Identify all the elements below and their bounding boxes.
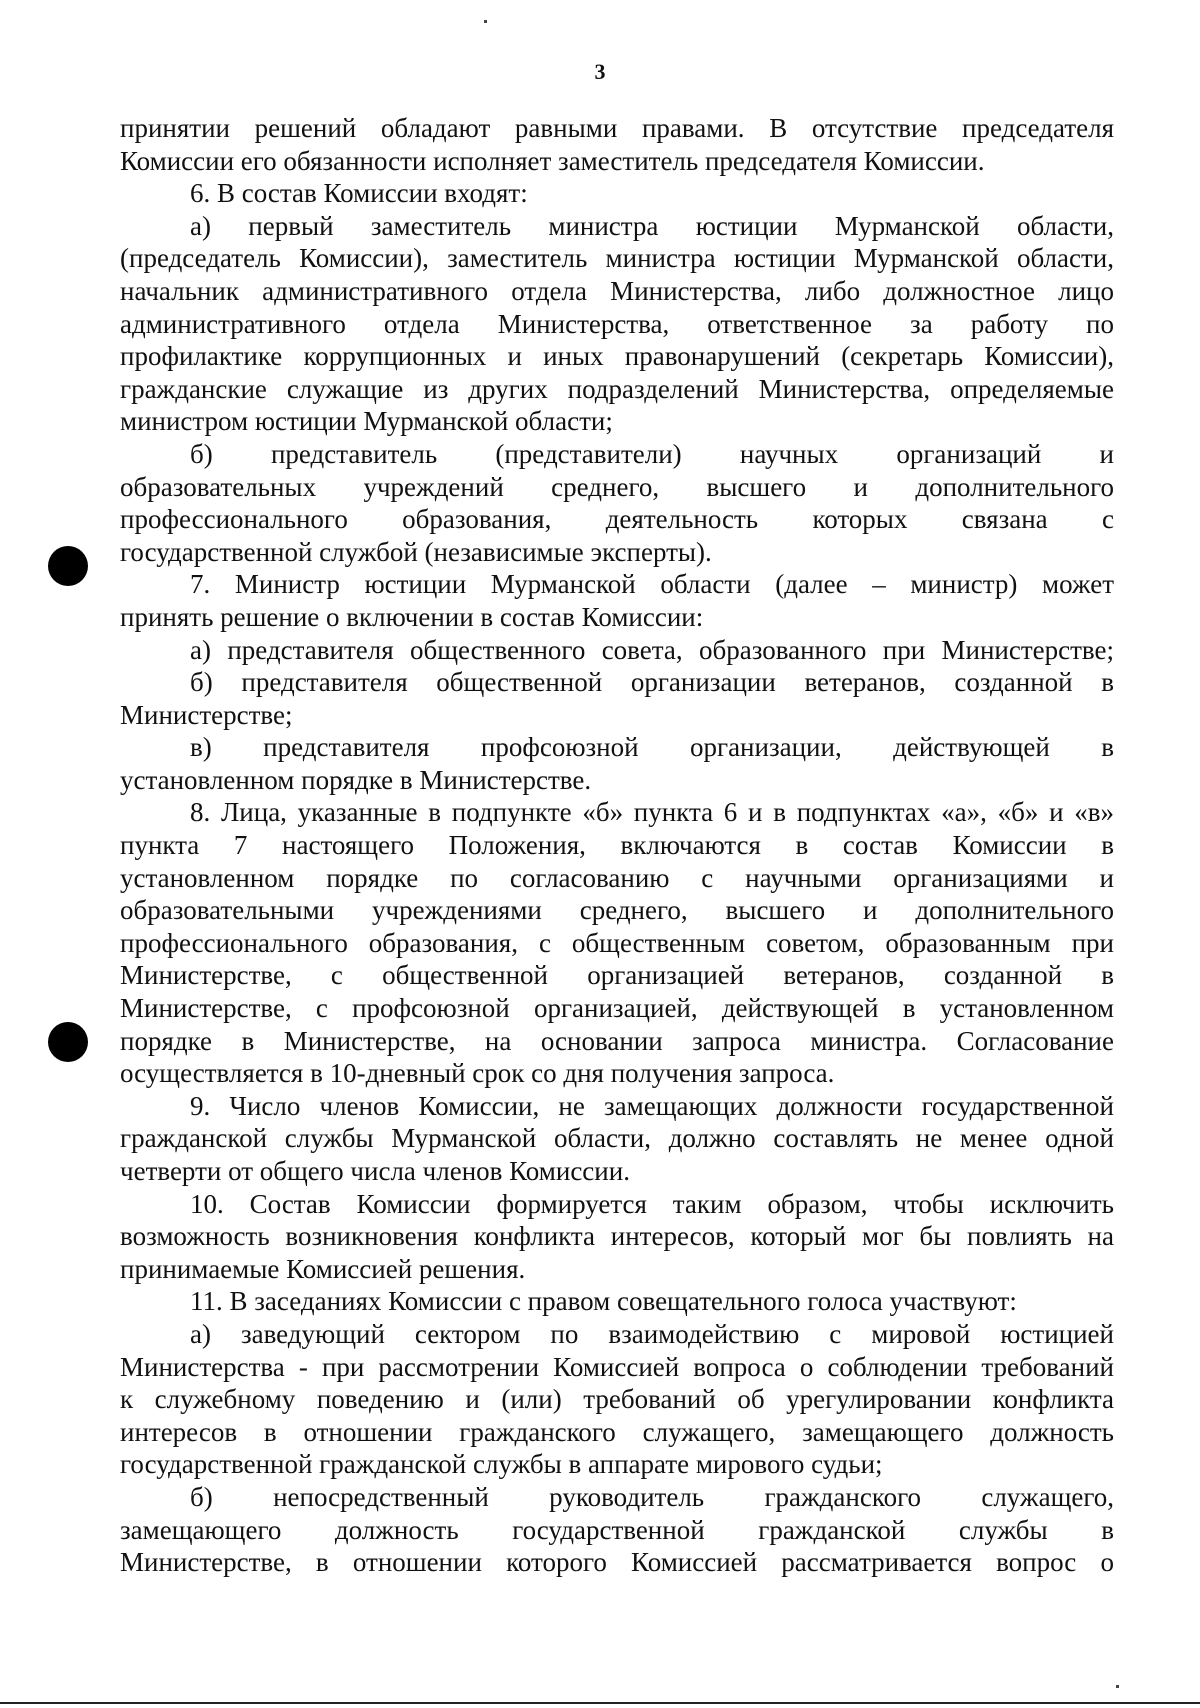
- text-line: Министерстве, с общественной организацией ветеранов, созданной в: [120, 960, 1114, 991]
- text-line: а) заведующий сектором по взаимодействию с мировой юстицией: [190, 1318, 1114, 1349]
- text-line: Комиссии его обязанности исполняет заместитель председателя Комиссии.: [120, 145, 985, 176]
- punch-hole-mark: [48, 1022, 88, 1062]
- text-line: Министерстве, с профсоюзной организацией, действующей в установленном: [120, 993, 1114, 1024]
- text-line: Министерстве, в отношении которого Комиссией рассматривается вопрос о: [120, 1547, 1114, 1578]
- text-line: гражданской службы Мурманской области, должно составлять не менее одной: [120, 1123, 1114, 1154]
- text-line: к служебному поведению и (или) требований об урегулировании конфликта: [120, 1384, 1114, 1415]
- text-line: а) представителя общественного совета, образованного при Министерстве;: [190, 634, 1114, 665]
- text-line: замещающего должность государственной гражданской службы в: [120, 1514, 1114, 1545]
- text-line: принятии решений обладают равными правами. В отсутствие председателя: [120, 113, 1114, 143]
- text-line: государственной гражданской службы в аппарате мирового судьи;: [120, 1449, 883, 1480]
- text-line: в) представителя профсоюзной организации, действующей в: [190, 732, 1114, 763]
- text-line: осуществляется в 10-дневный срок со дня получения запроса.: [120, 1058, 835, 1089]
- page-number: 3: [594, 59, 606, 84]
- text-line: Министерства - при рассмотрении Комиссией вопроса о соблюдении требований: [120, 1351, 1114, 1382]
- text-line: 6. В состав Комиссии входят:: [190, 178, 528, 209]
- text-line: а) первый заместитель министра юстиции Мурманской области,: [190, 210, 1114, 241]
- text-line: административного отдела Министерства, ответственное за работу по: [120, 308, 1114, 339]
- text-line: 7. Министр юстиции Мурманской области (далее – министр) может: [190, 569, 1114, 600]
- scan-speck: [1116, 1685, 1119, 1688]
- text-line: принять решение о включении в состав Комиссии:: [120, 601, 704, 632]
- text-line: профилактике коррупционных и иных правонарушений (секретарь Комиссии),: [120, 341, 1114, 372]
- scan-edge-line: [0, 1702, 1200, 1704]
- text-line: гражданские служащие из других подразделений Министерства, определяемые: [120, 373, 1114, 404]
- text-line: установленном порядке по согласованию с научными организациями и: [120, 862, 1114, 893]
- text-line: 10. Состав Комиссии формируется таким образом, чтобы исключить: [190, 1188, 1114, 1219]
- text-line: порядке в Министерстве, на основании запроса министра. Согласование: [120, 1025, 1114, 1056]
- text-line: 9. Число членов Комиссии, не замещающих должности государственной: [190, 1090, 1114, 1121]
- text-line: б) непосредственный руководитель гражданского служащего,: [190, 1481, 1114, 1512]
- text-line: б) представитель (представители) научных организаций и: [190, 438, 1114, 469]
- text-line: государственной службой (независимые эксперты).: [120, 536, 712, 567]
- text-line: Министерстве;: [120, 699, 293, 730]
- text-line: профессионального образования, с общественным советом, образованным при: [120, 927, 1114, 958]
- text-line: возможность возникновения конфликта интересов, который мог бы повлиять на: [120, 1221, 1114, 1252]
- text-line: (председатель Комиссии), заместитель министра юстиции Мурманской области,: [120, 243, 1114, 274]
- text-line: 8. Лица, указанные в подпункте «б» пункта 6 и в подпунктах «а», «б» и «в»: [190, 797, 1114, 828]
- text-line: принимаемые Комиссией решения.: [120, 1253, 526, 1284]
- text-line: четверти от общего числа членов Комиссии.: [120, 1156, 630, 1186]
- document-body: [120, 112, 1114, 1579]
- text-line: 11. В заседаниях Комиссии с правом совещательного голоса участвуют:: [190, 1286, 1017, 1317]
- text-line: образовательных учреждений среднего, высшего и дополнительного: [120, 471, 1114, 502]
- text-line: установленном порядке в Министерстве.: [120, 764, 592, 795]
- text-line: министром юстиции Мурманской области;: [120, 406, 613, 437]
- text-line: интересов в отношении гражданского служащего, замещающего должность: [120, 1416, 1114, 1447]
- text-line: б) представителя общественной организации ветеранов, созданной в: [190, 667, 1114, 698]
- text-line: начальник административного отдела Министерства, либо должностное лицо: [120, 275, 1114, 306]
- punch-hole-mark: [48, 546, 88, 586]
- text-line: образовательными учреждениями среднего, высшего и дополнительного: [120, 895, 1114, 926]
- text-line: пункта 7 настоящего Положения, включаются в состав Комиссии в: [120, 830, 1114, 861]
- scan-speck: [484, 20, 487, 23]
- text-line: профессионального образования, деятельность которых связана с: [120, 504, 1114, 535]
